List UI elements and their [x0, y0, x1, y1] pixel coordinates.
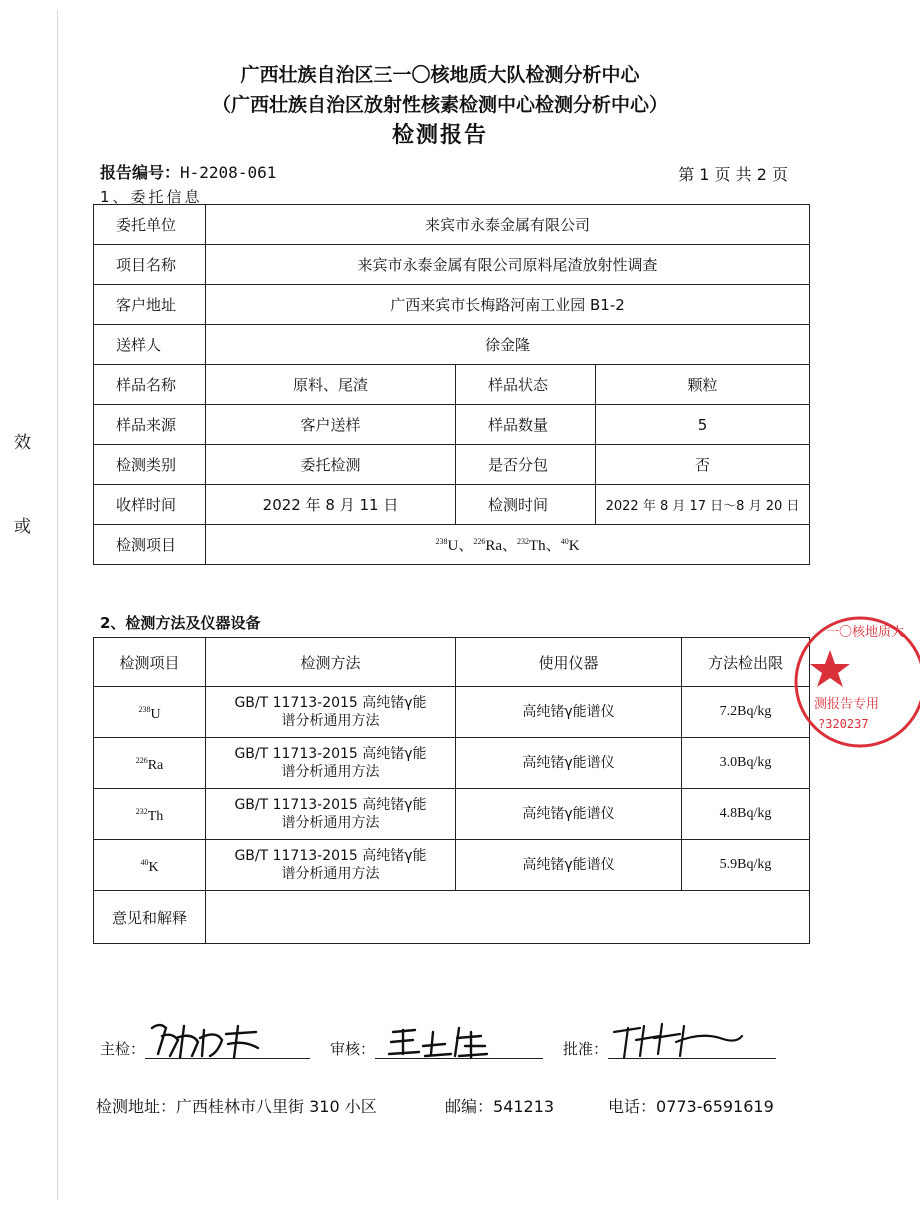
method-line1: GB/T 11713-2015 高纯锗γ能 [234, 797, 427, 813]
table-row [94, 285, 810, 325]
separator: 、 [502, 538, 518, 554]
review-signature-line [375, 1058, 543, 1059]
separator: 、 [545, 538, 561, 554]
table-row [94, 789, 810, 840]
org-subname: （广西壮族自治区放射性核素检测中心检测分析中心） [211, 94, 668, 116]
isotope-element: K [148, 859, 159, 875]
client-unit-label: 委托单位 [94, 205, 206, 245]
limit-cell: 7.2Bq/kg [682, 687, 810, 738]
sample-source-label: 样品来源 [94, 405, 206, 445]
method-line1: GB/T 11713-2015 高纯锗γ能 [234, 848, 427, 864]
isotope-cell [94, 789, 206, 840]
isotope-mass: 232 [135, 806, 148, 816]
limit-cell: 3.0Bq/kg [682, 738, 810, 789]
isotope-element: U [447, 538, 459, 554]
test-time-label: 检测时间 [456, 485, 596, 525]
col-header-method: 检测方法 [206, 638, 456, 687]
client-unit-value: 来宾市永泰金属有限公司 [206, 205, 810, 245]
method-line2: 谱分析通用方法 [281, 866, 380, 882]
table-row [94, 325, 810, 365]
isotope-element: Th [147, 808, 164, 824]
isotope-mass: 226 [135, 755, 148, 765]
isotope-cell [94, 687, 206, 738]
test-type-value: 委托检测 [206, 445, 456, 485]
sample-state-value: 颗粒 [596, 365, 810, 405]
sample-name-label: 样品名称 [94, 365, 206, 405]
sample-source-value: 客户送样 [206, 405, 456, 445]
table-row [94, 525, 810, 565]
isotope-element: K [568, 538, 580, 554]
table-row [94, 687, 810, 738]
table-row [94, 365, 810, 405]
isotope-cell [94, 738, 206, 789]
items-label: 检测项目 [94, 525, 206, 565]
chief-signature-line [145, 1058, 310, 1059]
chief-label: 主检： [100, 1040, 146, 1058]
footer-phone-label: 电话： [608, 1097, 657, 1116]
side-mark-1: 效 [14, 433, 31, 453]
subpkg-value: 否 [596, 445, 810, 485]
section2-title: 2、检测方法及仪器设备 [100, 614, 261, 632]
report-title: 检测报告 [391, 123, 488, 148]
isotope-mass: 40 [560, 537, 569, 546]
instrument-cell: 高纯锗γ能谱仪 [456, 840, 682, 891]
review-label: 审核： [330, 1040, 376, 1058]
isotope-mass: 238 [138, 704, 151, 714]
isotope-mass: 232 [517, 537, 530, 546]
opinion-value [206, 891, 810, 944]
project-label: 项目名称 [94, 245, 206, 285]
footer-zip-label: 邮编： [445, 1097, 494, 1116]
isotope-element: Th [529, 538, 546, 554]
method-line1: GB/T 11713-2015 高纯锗γ能 [234, 695, 427, 711]
footer-zip-value: 541213 [493, 1097, 555, 1116]
project-value: 来宾市永泰金属有限公司原料尾渣放射性调查 [206, 245, 810, 285]
receive-time-label: 收样时间 [94, 485, 206, 525]
chief-signature [148, 1018, 268, 1062]
separator: 、 [458, 538, 474, 554]
table-row [94, 891, 810, 944]
sample-qty-value: 5 [596, 405, 810, 445]
method-line1: GB/T 11713-2015 高纯锗γ能 [234, 746, 427, 762]
method-line2: 谱分析通用方法 [281, 713, 380, 729]
isotope-element: Ra [147, 757, 164, 773]
seal-star-icon [810, 650, 850, 687]
table-row [94, 445, 810, 485]
address-label: 客户地址 [94, 285, 206, 325]
sample-qty-label: 样品数量 [456, 405, 596, 445]
org-name: 广西壮族自治区三一〇核地质大队检测分析中心 [240, 64, 640, 86]
isotope-mass: 238 [435, 537, 448, 546]
method-table [93, 637, 810, 944]
review-name: 王上维 [385, 1022, 388, 1023]
approve-signature-line [608, 1058, 776, 1059]
col-header-limit: 方法检出限 [682, 638, 810, 687]
col-header-item: 检测项目 [94, 638, 206, 687]
chief-name: 蔡艳梅 [148, 1018, 151, 1019]
table-row [94, 738, 810, 789]
col-header-instrument: 使用仪器 [456, 638, 682, 687]
table-row [94, 485, 810, 525]
sample-name-value: 原料、尾渣 [206, 365, 456, 405]
report-number-value: H-2208-061 [180, 163, 277, 182]
approve-signature [610, 1018, 750, 1062]
seal-text-top: 一〇核地质大 [826, 625, 905, 640]
test-time-value: 2022 年 8 月 17 日～8 月 20 日 [596, 485, 810, 525]
isotope-mass: 40 [140, 857, 149, 867]
approve-name: 丁樹才 [610, 1018, 613, 1019]
subpkg-label: 是否分包 [456, 445, 596, 485]
method-cell [206, 840, 456, 891]
method-cell [206, 687, 456, 738]
address-value: 广西来宾市长梅路河南工业园 B1-2 [206, 285, 810, 325]
sender-value: 徐金隆 [206, 325, 810, 365]
section1-title: 1、委托信息 [100, 188, 203, 206]
limit-cell: 5.9Bq/kg [682, 840, 810, 891]
footer-phone [608, 1094, 774, 1117]
footer-address [96, 1094, 377, 1117]
instrument-cell: 高纯锗γ能谱仪 [456, 789, 682, 840]
table-row [94, 840, 810, 891]
side-mark-2: 或 [14, 517, 31, 537]
instrument-cell: 高纯锗γ能谱仪 [456, 687, 682, 738]
isotope-cell [94, 840, 206, 891]
table-header-row [94, 638, 810, 687]
footer-address-label: 检测地址： [96, 1097, 177, 1116]
report-number [100, 160, 276, 183]
footer-phone-value: 0773-6591619 [656, 1097, 774, 1116]
limit-cell: 4.8Bq/kg [682, 789, 810, 840]
page-info: 第 1 页 共 2 页 [678, 165, 788, 184]
isotope-mass: 226 [473, 537, 486, 546]
table-row [94, 245, 810, 285]
items-value [206, 525, 810, 565]
report-number-label: 报告编号： [100, 163, 181, 182]
opinion-label: 意见和解释 [94, 891, 206, 944]
sample-state-label: 样品状态 [456, 365, 596, 405]
receive-time-value: 2022 年 8 月 11 日 [206, 485, 456, 525]
method-line2: 谱分析通用方法 [281, 815, 380, 831]
method-cell [206, 738, 456, 789]
commission-info-table [93, 204, 810, 565]
table-row [94, 205, 810, 245]
seal-text-mid: 测报告专用 [814, 697, 880, 712]
review-signature [385, 1022, 495, 1062]
isotope-element: Ra [485, 538, 502, 554]
instrument-cell: 高纯锗γ能谱仪 [456, 738, 682, 789]
test-type-label: 检测类别 [94, 445, 206, 485]
method-line2: 谱分析通用方法 [281, 764, 380, 780]
footer-zip [445, 1094, 554, 1117]
sender-label: 送样人 [94, 325, 206, 365]
footer-address-value: 广西桂林市八里街 310 小区 [176, 1097, 377, 1116]
official-seal [800, 610, 920, 765]
scan-edge-line [57, 10, 58, 1200]
isotope-element: U [150, 706, 161, 722]
seal-text-num: ?320237 [818, 717, 869, 731]
approve-label: 批准： [563, 1040, 609, 1058]
table-row [94, 405, 810, 445]
method-cell [206, 789, 456, 840]
